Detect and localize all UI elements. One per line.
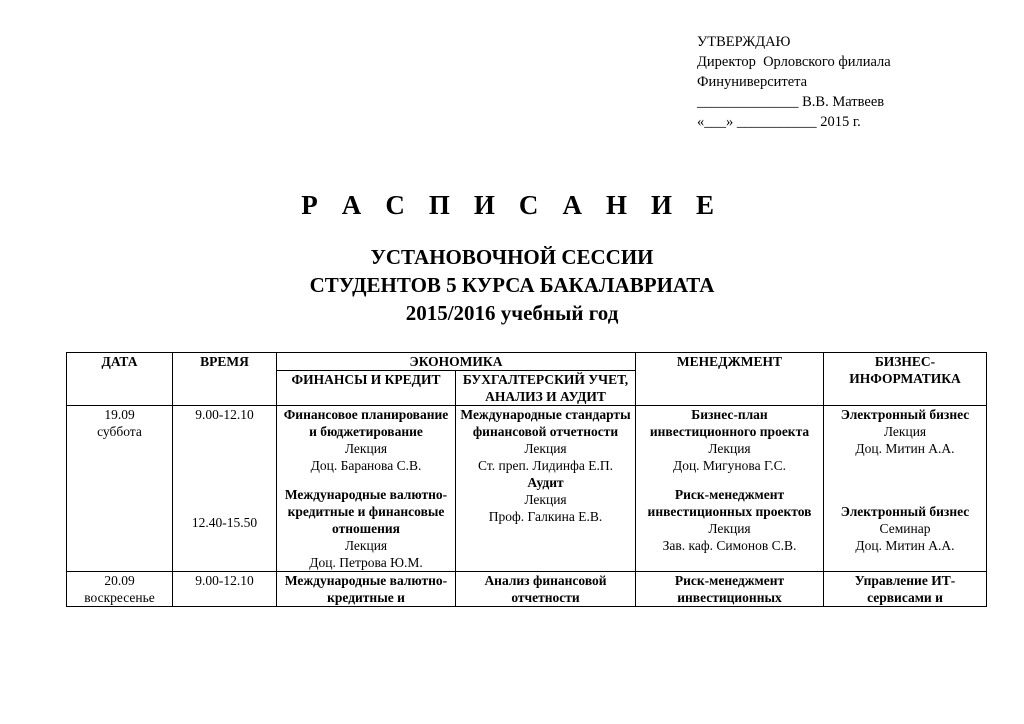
lesson-type: Лекция	[344, 538, 388, 553]
subject: Международные стандарты финансовой отчетности	[460, 407, 631, 439]
bi-cell	[824, 572, 987, 607]
subtitle-line-3: 2015/2016 учебный год	[405, 301, 619, 325]
date-value: 20.09	[104, 573, 135, 588]
date-cell	[67, 572, 173, 607]
lesson-type: Лекция	[883, 424, 927, 439]
lesson-type: Лекция	[524, 492, 567, 507]
date-value: 19.09	[104, 407, 135, 422]
header-date: ДАТА	[67, 353, 173, 406]
subject: Электронный бизнес	[840, 504, 970, 519]
management-cell	[636, 572, 824, 607]
subject: Анализ финансовой отчетности	[484, 573, 607, 605]
header-management: МЕНЕДЖМЕНТ	[636, 353, 824, 406]
header-finance: ФИНАНСЫ И КРЕДИТ	[277, 371, 456, 406]
subtitle-line-2: СТУДЕНТОВ 5 КУРСА БАКАЛАВРИАТА	[309, 273, 715, 297]
table-row	[67, 406, 987, 572]
teacher: Доц. Мигунова Г.С.	[672, 458, 787, 473]
approval-line-1: УТВЕРЖДАЮ	[697, 34, 791, 50]
approval-line-2: Директор Орловского филиала	[697, 54, 891, 70]
subject: Электронный бизнес	[840, 407, 970, 422]
weekday-value: суббота	[97, 424, 142, 439]
time-slot-1: 9.00-12.10	[195, 573, 254, 588]
teacher: Доц. Баранова С.В.	[310, 458, 422, 473]
subject: Международные валютно-кредитные и	[284, 573, 448, 605]
approval-block	[697, 32, 891, 132]
approval-line-5: «___» ___________ 2015 г.	[697, 114, 861, 130]
schedule-table	[66, 352, 987, 607]
table-header-row	[67, 353, 987, 371]
lesson-type: Лекция	[708, 441, 751, 456]
accounting-cell	[456, 572, 636, 607]
teacher: Ст. преп. Лидинфа Е.П.	[478, 458, 613, 473]
subject: Финансовое планирование и бюджетирование	[283, 407, 449, 439]
teacher: Доц. Петрова Ю.М.	[309, 555, 423, 570]
teacher: Доц. Митин А.А.	[855, 441, 955, 456]
subject: Управление ИТ-сервисами и	[854, 573, 956, 605]
time-cell	[173, 572, 277, 607]
management-cell	[636, 406, 824, 572]
lesson-type: Лекция	[708, 521, 751, 536]
subject: Риск-менеджмент инвестиционных	[674, 573, 785, 605]
subject: Риск-менеджмент инвестиционных проектов	[647, 487, 812, 519]
header-accounting: БУХГАЛТЕРСКИЙ УЧЕТ, АНАЛИЗ И АУДИТ	[456, 371, 636, 406]
time-slot-1: 9.00-12.10	[195, 407, 254, 422]
finance-cell	[277, 406, 456, 572]
date-cell	[67, 406, 173, 572]
finance-cell	[277, 572, 456, 607]
weekday-value: воскресенье	[84, 590, 155, 605]
teacher: Зав. каф. Симонов С.В.	[662, 538, 797, 553]
header-economics: ЭКОНОМИКА	[277, 353, 636, 371]
approval-line-4: ______________ В.В. Матвеев	[697, 94, 885, 110]
time-cell	[173, 406, 277, 572]
approval-line-3: Финуниверситета	[697, 74, 808, 90]
bi-cell	[824, 406, 987, 572]
subtitle-line-1: УСТАНОВОЧНОЙ СЕССИИ	[370, 245, 654, 269]
table-row	[67, 572, 987, 607]
subject: Международные валютно-кредитные и финансовые отношения	[284, 487, 448, 536]
lesson-type: Лекция	[524, 441, 567, 456]
teacher: Проф. Галкина Е.В.	[488, 509, 603, 524]
document-title: Р А С П И С А Н И Е	[301, 190, 723, 220]
time-slot-2: 12.40-15.50	[191, 515, 258, 530]
accounting-cell	[456, 406, 636, 572]
lesson-type: Семинар	[879, 521, 931, 536]
subject: Аудит	[527, 475, 564, 490]
subject: Бизнес-план инвестиционного проекта	[649, 407, 810, 439]
header-time: ВРЕМЯ	[173, 353, 277, 406]
header-bi: БИЗНЕС-ИНФОРМАТИКА	[824, 353, 987, 406]
teacher: Доц. Митин А.А.	[855, 538, 955, 553]
lesson-type: Лекция	[344, 441, 388, 456]
